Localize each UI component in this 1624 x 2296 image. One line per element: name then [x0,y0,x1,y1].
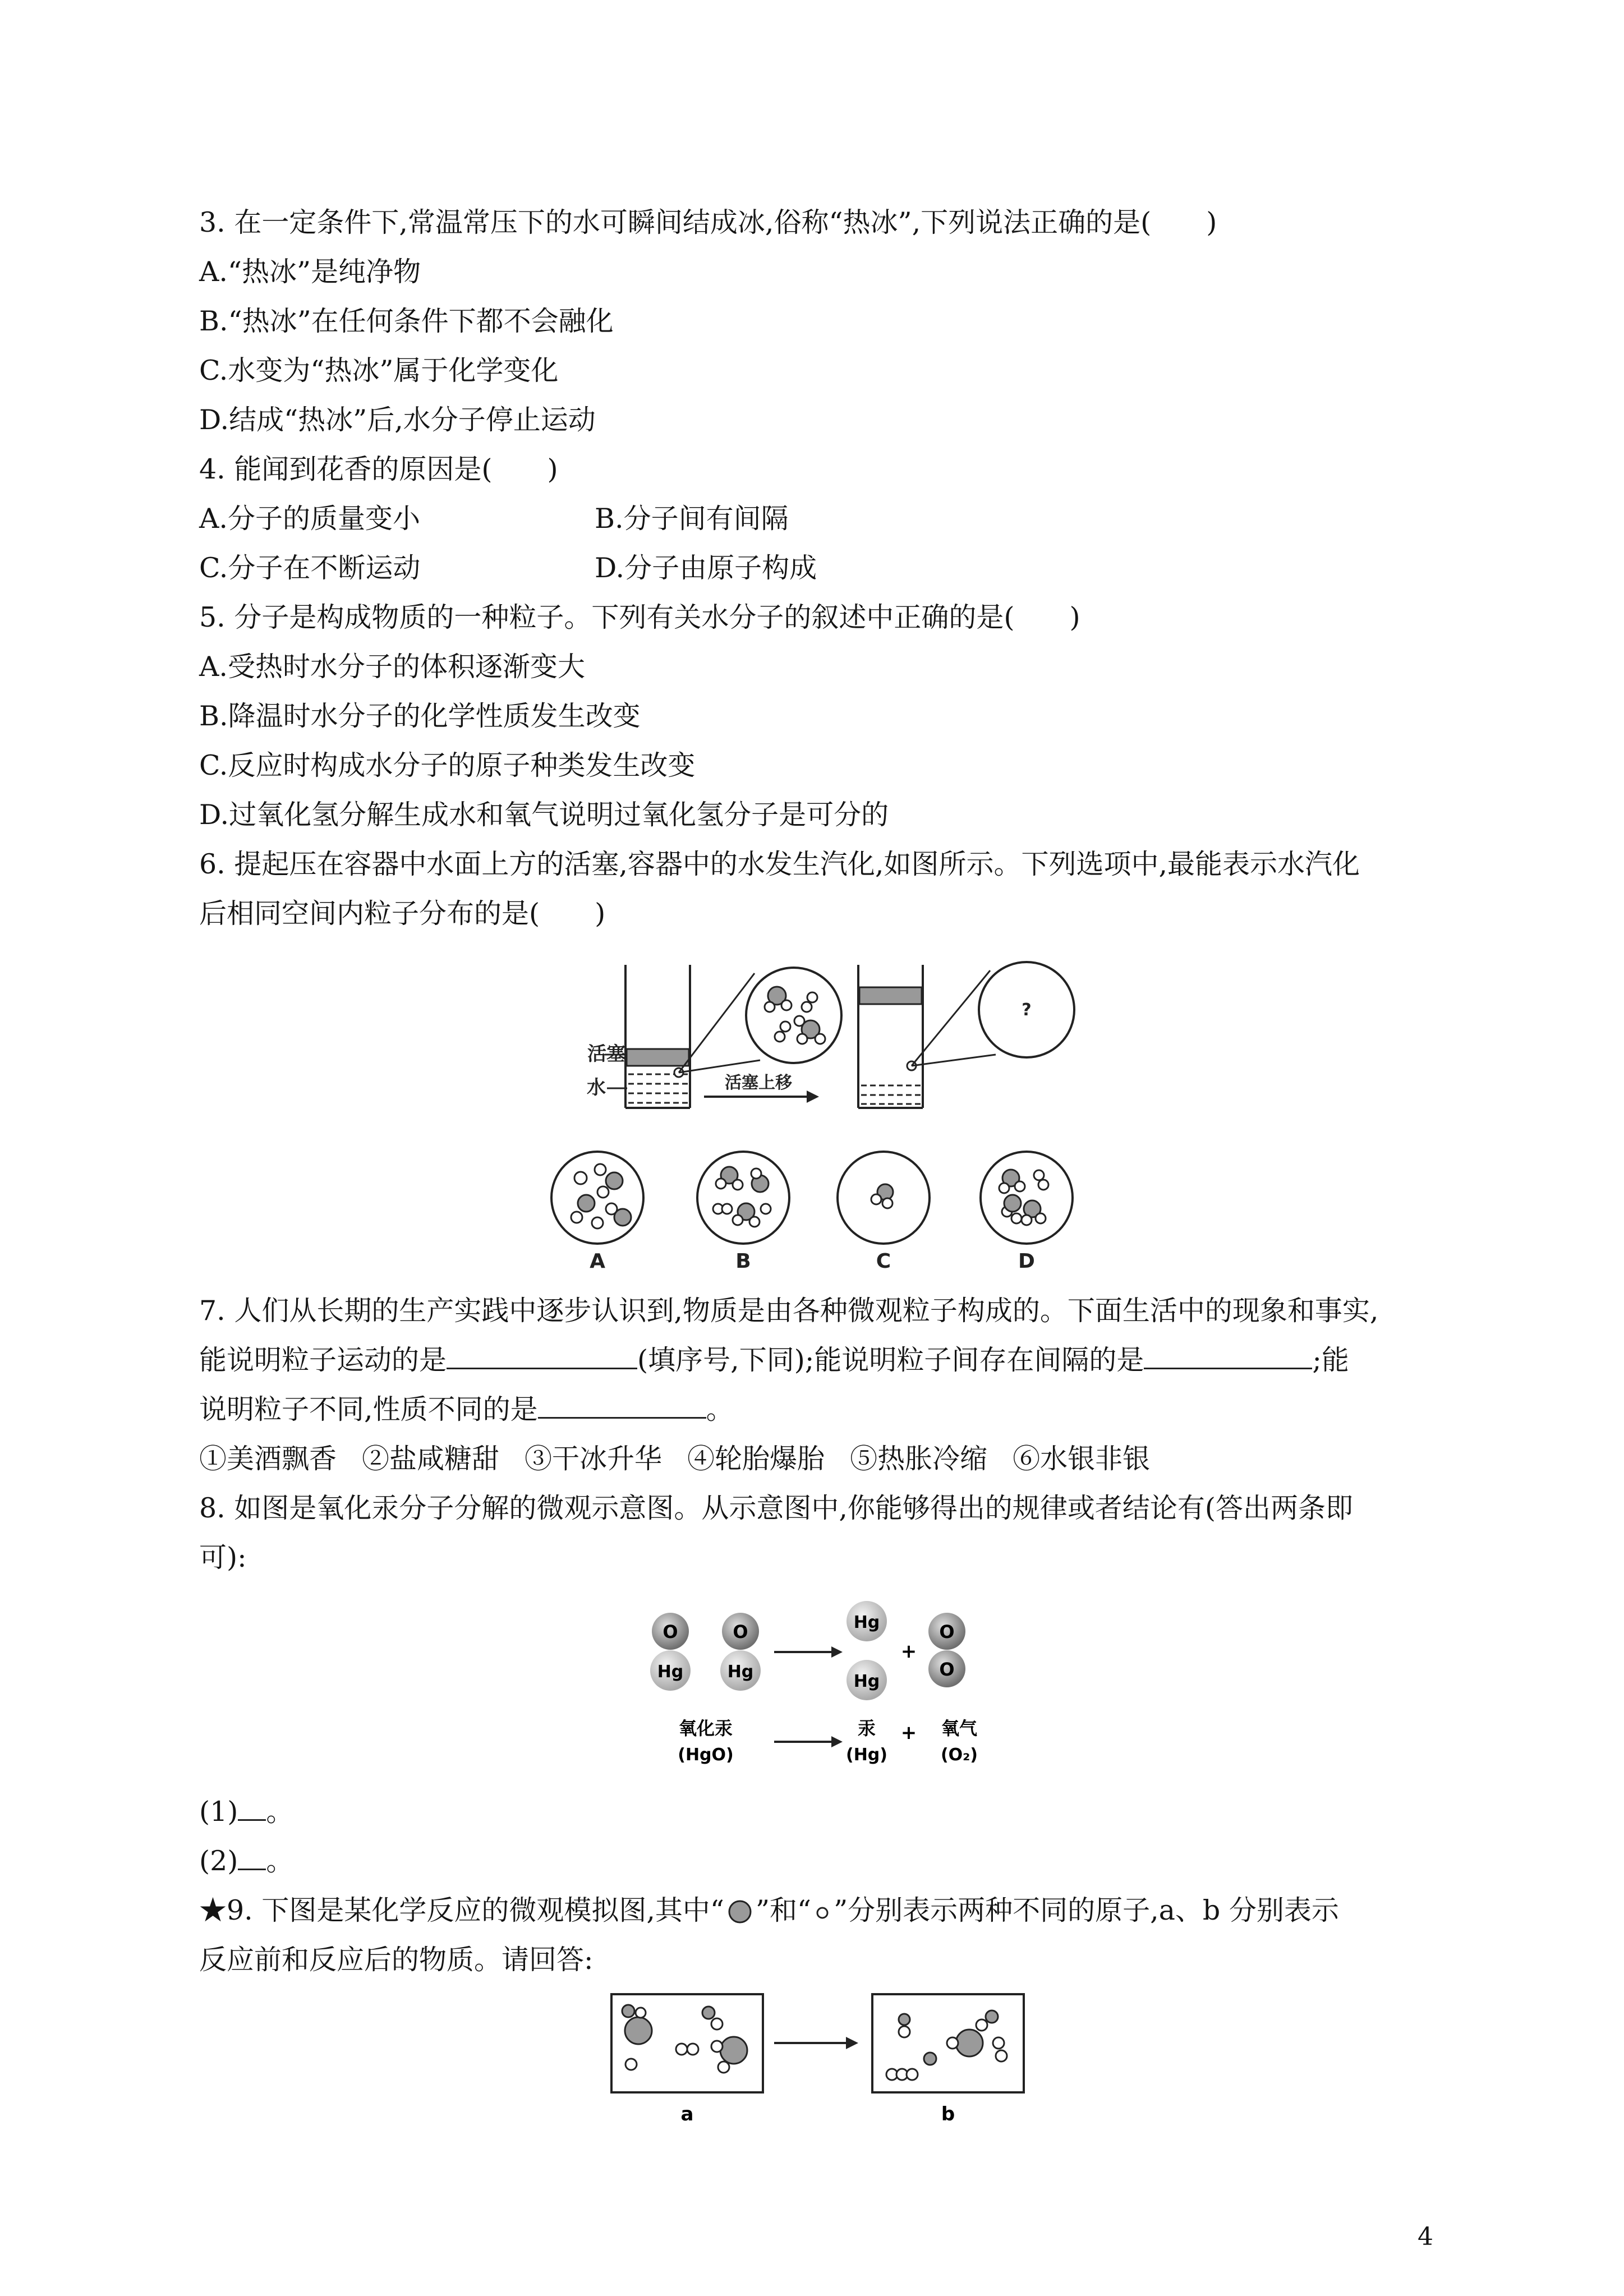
q9-line1: ★9. 下图是某化学反应的微观模拟图,其中“ ”和“ ”分别表示两种不同的原子,a、b 分别表示 [199,1894,1339,1926]
option-c-circle [838,1152,930,1244]
name-hg: 汞 [857,1718,876,1739]
svg-text:O: O [939,1659,955,1680]
q3-stem: 3. 在一定条件下,常温常压下的水可瞬间结成冰,俗称“热冰”,下列说法正确的是( ) [199,206,1217,238]
plus-bottom: + [900,1722,917,1744]
q4-stem: 4. 能闻到花香的原因是( ) [199,453,558,485]
svg-text:Hg: Hg [657,1662,684,1682]
q7-line1: 7. 人们从长期的生产实践中逐步认识到,物质是由各种微观粒子构成的。下面生活中的现象和事实, [199,1295,1379,1327]
hgo-molecule-2 [720,1613,761,1691]
q7-item-4: ④轮胎爆胎 [687,1443,825,1475]
option-a-circle [551,1152,643,1244]
q8-figure [640,1593,1010,1778]
container-before [625,965,690,1108]
formula-o2: (O₂) [940,1745,978,1765]
q9-figure [606,1991,1043,2126]
q8-blank-1[interactable] [238,1793,266,1821]
q3-option-c: C.水变为“热冰”属于化学变化 [199,355,559,386]
large-atom-icon [724,1899,756,1924]
q7-item-6: ⑥水银非银 [1013,1443,1151,1475]
svg-text:Hg: Hg [853,1613,880,1632]
hg-atom-1 [846,1601,887,1641]
q3-option-b: B.“热冰”在任何条件下都不会融化 [199,305,614,337]
q5-option-d: D.过氧化氢分解生成水和氧气说明过氧化氢分子是可分的 [199,799,889,831]
page-number: 4 [1418,2223,1433,2251]
q7-items [199,1439,1150,1479]
q3-option-d: D.结成“热冰”后,水分子停止运动 [199,404,596,436]
svg-text:O: O [663,1621,678,1642]
container-after [858,965,923,1108]
q8-answer-1: (1) 。 [199,1792,293,1832]
piston-before [627,1049,689,1066]
box-label-b: b [941,2103,955,2125]
q7-blank-3[interactable] [538,1391,706,1419]
label-piston: 活塞 [587,1043,625,1065]
formula-hg: (Hg) [845,1745,888,1765]
formula-hgo: (HgO) [678,1745,734,1765]
small-atom-icon [811,1899,834,1924]
q4-option-a: A.分子的质量变小 [199,503,420,535]
q8-answer-2: (2) 。 [199,1842,293,1881]
q6-figure [539,954,1099,1279]
hg-atom-2 [846,1660,887,1700]
water-before [628,1074,688,1103]
label-water: 水 [587,1076,606,1099]
q7-item-2: ②盐咸糖甜 [362,1443,500,1475]
q6-stem-line1: 6. 提起压在容器中水面上方的活塞,容器中的水发生汽化,如图所示。下列选项中,最能表示水汽化 [199,848,1360,880]
q8-line1: 8. 如图是氧化汞分子分解的微观示意图。从示意图中,你能够得出的规律或者结论有(答出两条即 [199,1492,1354,1524]
q5-stem: 5. 分子是构成物质的一种粒子。下列有关水分子的叙述中正确的是( ) [199,601,1080,633]
q5-option-b: B.降温时水分子的化学性质发生改变 [199,700,641,732]
q7-item-5: ⑤热胀冷缩 [850,1443,988,1475]
piston-after [859,987,922,1004]
q7-blank-1[interactable] [447,1342,637,1369]
svg-text:Hg: Hg [727,1662,754,1682]
label-arrow: 活塞上移 [725,1073,792,1093]
q7-line3: 说明粒子不同,性质不同的是 。 [199,1390,734,1429]
option-label-d: D [1018,1250,1035,1273]
option-label-b: B [735,1250,751,1273]
svg-text:O: O [939,1621,955,1642]
q8-blank-2[interactable] [238,1843,266,1870]
question-mark: ? [1022,1000,1032,1020]
q8-line2: 可): [199,1542,247,1573]
q7-line2: 能说明粒子运动的是 (填序号,下同);能说明粒子间存在间隔的是 ;能 [199,1341,1349,1380]
q5-option-c: C.反应时构成水分子的原子种类发生改变 [199,749,696,781]
option-b-circle [697,1152,789,1244]
option-label-a: A [590,1250,605,1273]
option-d-circle [981,1152,1073,1244]
q4-option-d: D.分子由原子构成 [595,552,817,584]
box-label-a: a [680,2103,694,2125]
q3-option-a: A.“热冰”是纯净物 [199,256,421,288]
q7-blank-2[interactable] [1144,1342,1312,1369]
water-after [861,1085,921,1104]
option-label-c: C [876,1250,891,1273]
q7-item-1: ①美酒飘香 [199,1443,337,1475]
plus-top: + [900,1640,917,1663]
name-hgo: 氧化汞 [678,1718,733,1739]
q4-option-b: B.分子间有间隔 [595,503,789,535]
q9-line2: 反应前和反应后的物质。请回答: [199,1944,594,1976]
hgo-molecule-1 [650,1613,691,1691]
magnified-view-before [746,968,841,1063]
svg-text:Hg: Hg [853,1672,880,1691]
name-o2: 氧气 [941,1718,978,1739]
q6-stem-line2: 后相同空间内粒子分布的是( ) [199,898,606,930]
q4-option-c: C.分子在不断运动 [199,552,421,584]
svg-text:O: O [733,1621,748,1642]
q7-item-3: ③干冰升华 [525,1443,663,1475]
q5-option-a: A.受热时水分子的体积逐渐变大 [199,651,585,683]
o2-molecule [928,1613,965,1687]
